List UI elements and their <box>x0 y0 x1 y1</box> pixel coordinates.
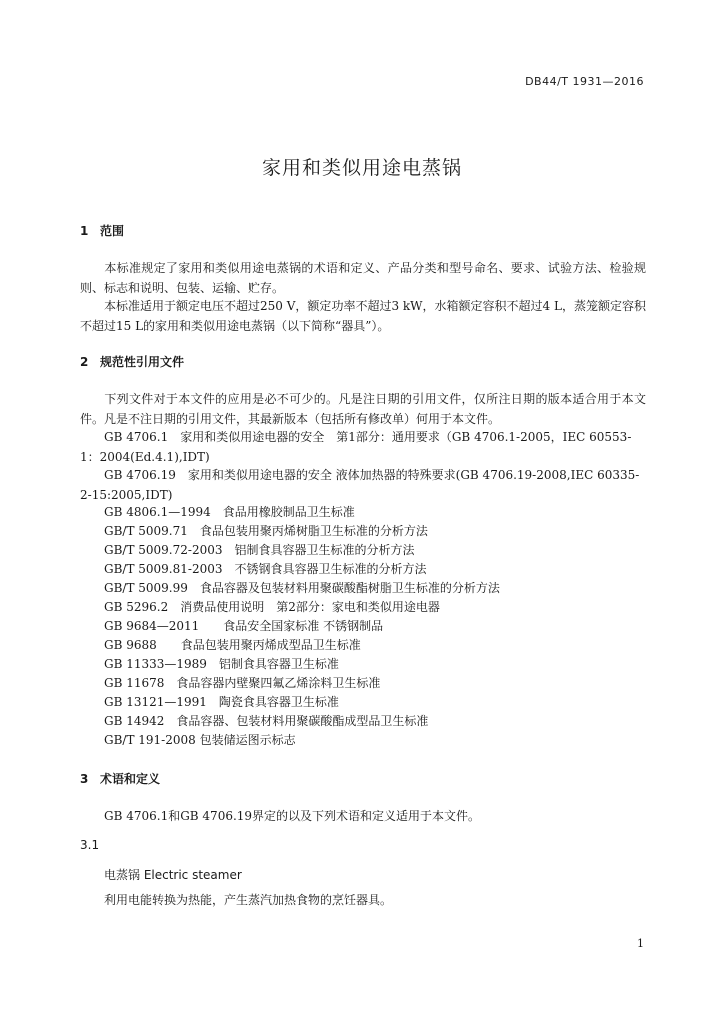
standard-code: DB44/T 1931—2016 <box>525 75 644 88</box>
reference-item: GB 11333—1989 铝制食具容器卫生标准 <box>104 657 339 671</box>
document-title: 家用和类似用途电蒸锅 <box>261 157 462 179</box>
scope-paragraph-1 <box>80 258 646 298</box>
paragraph-text: 本标准适用于额定电压不超过250 V，额定功率不超过3 kW，水箱额定容积不超过4 L，蒸笼额定容积不超过15 L的家用和类似用途电蒸锅（以下简称“器具”）。 <box>80 299 646 333</box>
paragraph-text: 本标准规定了家用和类似用途电蒸锅的术语和定义、产品分类和型号命名、要求、试验方法、检验规则、标志和说明、包装、运输、贮存。 <box>80 261 646 295</box>
reference-item: GB 14942 食品容器、包装材料用聚碳酸酯成型品卫生标准 <box>104 714 429 728</box>
section-title: 规范性引用文件 <box>100 355 185 369</box>
paragraph-text: 下列文件对于本文件的应用是必不可少的。凡是注日期的引用文件，仅所注日期的版本适合用于本文件。凡是不注日期的引用文件，其最新版本（包括所有修改单）何用于本文件。 <box>80 392 646 426</box>
reference-item: GB 4806.1—1994 食品用橡胶制品卫生标准 <box>104 505 355 519</box>
references-intro <box>80 389 646 429</box>
reference-item: GB/T 191-2008 包装储运图示标志 <box>104 733 296 747</box>
section-number: 3 <box>80 772 89 786</box>
page-number: 1 <box>637 937 644 950</box>
reference-item <box>80 465 646 505</box>
reference-item: GB 9688 食品包装用聚丙烯成型品卫生标准 <box>104 638 361 652</box>
section-3-heading <box>80 770 160 787</box>
paragraph-text: GB 4706.1和GB 4706.19界定的以及下列术语和定义适用于本文件。 <box>104 809 481 823</box>
section-number: 2 <box>80 355 89 369</box>
reference-text: GB 4706.1 家用和类似用途电器的安全 第1部分：通用要求（GB 4706.1-2005，IEC 60553-1：2004(Ed.4.1),IDT) <box>80 430 632 464</box>
reference-item: GB 5296.2 消费品使用说明 第2部分：家电和类似用途电器 <box>104 600 440 614</box>
reference-item <box>80 427 646 467</box>
term-definition <box>80 890 646 910</box>
section-1-heading <box>80 222 124 239</box>
reference-text: GB 4706.19 家用和类似用途电器的安全 液体加热器的特殊要求(GB 4706.19-2008,IEC 60335-2-15:2005,IDT) <box>80 468 640 502</box>
paragraph-text: 利用电能转换为热能，产生蒸汽加热食物的烹饪器具。 <box>104 893 393 907</box>
subsection-number: 3.1 <box>80 838 100 852</box>
reference-item: GB/T 5009.81-2003 不锈钢食具容器卫生标准的分析方法 <box>104 562 427 576</box>
reference-item: GB/T 5009.71 食品包装用聚丙烯树脂卫生标准的分析方法 <box>104 524 428 538</box>
section-title: 术语和定义 <box>100 772 161 786</box>
terms-intro <box>80 806 646 826</box>
section-title: 范围 <box>100 224 125 238</box>
reference-item: GB/T 5009.72-2003 铝制食具容器卫生标准的分析方法 <box>104 543 415 557</box>
section-2-heading <box>80 353 184 370</box>
scope-paragraph-2 <box>80 296 646 336</box>
reference-item: GB 9684—2011 食品安全国家标准 不锈钢制品 <box>104 619 384 633</box>
term-entry: 电蒸锅 Electric steamer <box>104 868 242 882</box>
reference-item: GB 13121—1991 陶瓷食具容器卫生标准 <box>104 695 339 709</box>
reference-item: GB 11678 食品容器内壁聚四氟乙烯涂料卫生标准 <box>104 676 381 690</box>
reference-item: GB/T 5009.99 食品容器及包装材料用聚碳酸酯树脂卫生标准的分析方法 <box>104 581 500 595</box>
section-number: 1 <box>80 224 89 238</box>
